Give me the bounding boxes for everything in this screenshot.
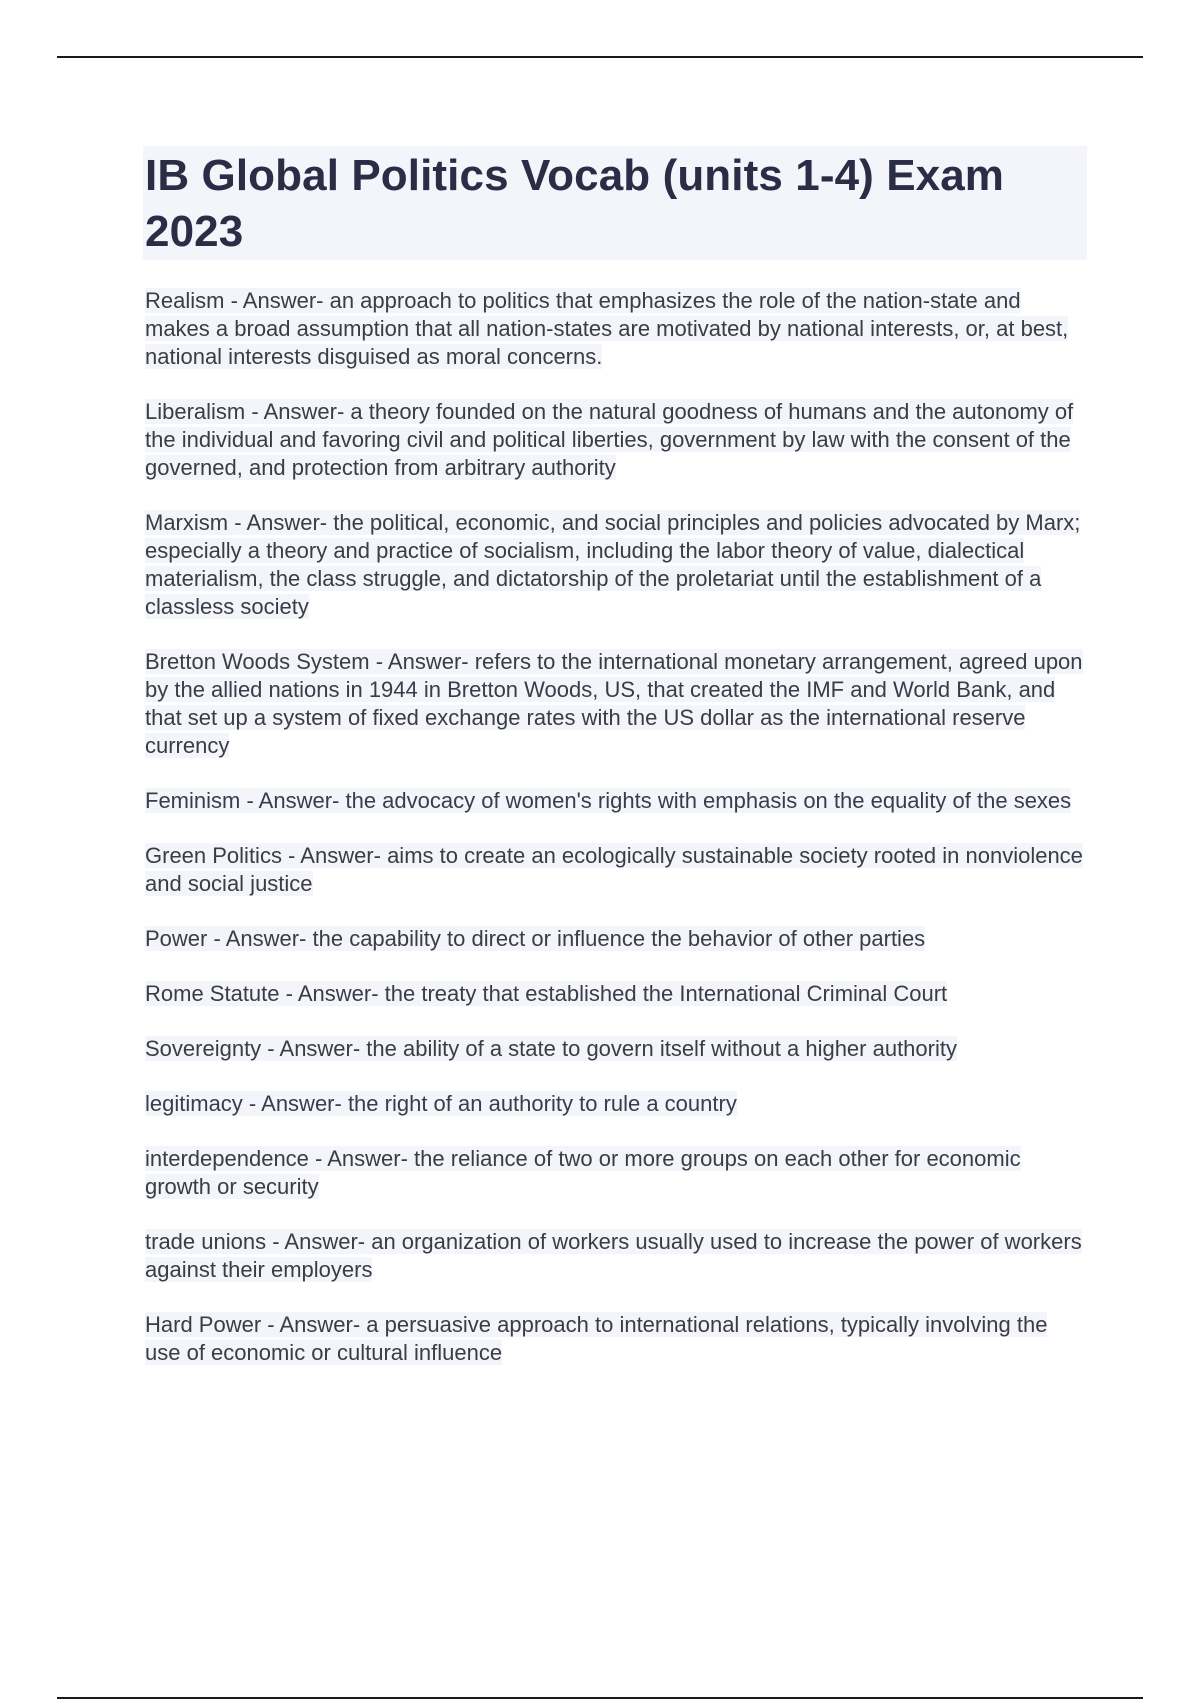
vocab-entry-interdependence: [145, 1145, 1089, 1201]
entry-text: Bretton Woods System - Answer- refers to the international monetary arrangement, agreed upon by the allied nations in 1944 in Bretton Woods, US, that created the IMF and World Bank, and that set up a system of fixed exchange rates with the US dollar as the international reserve currency: [145, 649, 1083, 758]
vocab-entry-liberalism: [145, 398, 1089, 482]
vocab-entry-sovereignty: [145, 1035, 1089, 1063]
vocab-entry-bretton-woods: [145, 648, 1089, 760]
vocab-entry-marxism: [145, 509, 1089, 621]
entry-text: trade unions - Answer- an organization of workers usually used to increase the power of workers against their employers: [145, 1229, 1082, 1282]
entry-text: Rome Statute - Answer- the treaty that established the International Criminal Court: [145, 981, 948, 1006]
entry-text: Liberalism - Answer- a theory founded on the natural goodness of humans and the autonomy of the individual and favoring civil and political liberties, government by law with the consent of the governed, and protection from arbitrary authority: [145, 399, 1074, 480]
vocab-entry-green-politics: [145, 842, 1089, 898]
vocab-entry-hard-power: [145, 1311, 1089, 1367]
vocab-entry-legitimacy: [145, 1090, 1089, 1118]
page-title: IB Global Politics Vocab (units 1-4) Exam 2023: [145, 151, 1005, 256]
entry-text: Green Politics - Answer- aims to create an ecologically sustainable society rooted in nonviolence and social justice: [145, 843, 1083, 896]
vocab-entry-realism: [145, 287, 1089, 371]
vocab-entry-trade-unions: [145, 1228, 1089, 1284]
bottom-rule: [57, 1697, 1143, 1699]
vocab-entry-feminism: [145, 787, 1089, 815]
vocab-entry-power: [145, 925, 1089, 953]
entry-text: interdependence - Answer- the reliance of two or more groups on each other for economic growth or security: [145, 1146, 1021, 1199]
entry-text: Hard Power - Answer- a persuasive approach to international relations, typically involving the use of economic or cultural influence: [145, 1312, 1048, 1365]
entry-text: legitimacy - Answer- the right of an authority to rule a country: [145, 1091, 737, 1116]
entry-text: Power - Answer- the capability to direct or influence the behavior of other parties: [145, 926, 926, 951]
entry-text: Feminism - Answer- the advocacy of women's rights with emphasis on the equality of the sexes: [145, 788, 1072, 813]
entry-text: Realism - Answer- an approach to politics that emphasizes the role of the nation-state and makes a broad assumption that all nation-states are motivated by national interests, or, at best, national interests disguised as moral concerns.: [145, 288, 1069, 369]
top-rule: [57, 56, 1143, 58]
vocab-entry-rome-statute: [145, 980, 1089, 1008]
vocab-list: [145, 287, 1089, 1367]
document-body: [145, 146, 1089, 1394]
entry-text: Marxism - Answer- the political, economic, and social principles and policies advocated by Marx; especially a theory and practice of socialism, including the labor theory of value, dialectical materialism, the class struggle, and dictatorship of the proletariat until the establishment of a classless society: [145, 510, 1081, 619]
title-block: [143, 146, 1087, 260]
entry-text: Sovereignty - Answer- the ability of a state to govern itself without a higher authority: [145, 1036, 957, 1061]
